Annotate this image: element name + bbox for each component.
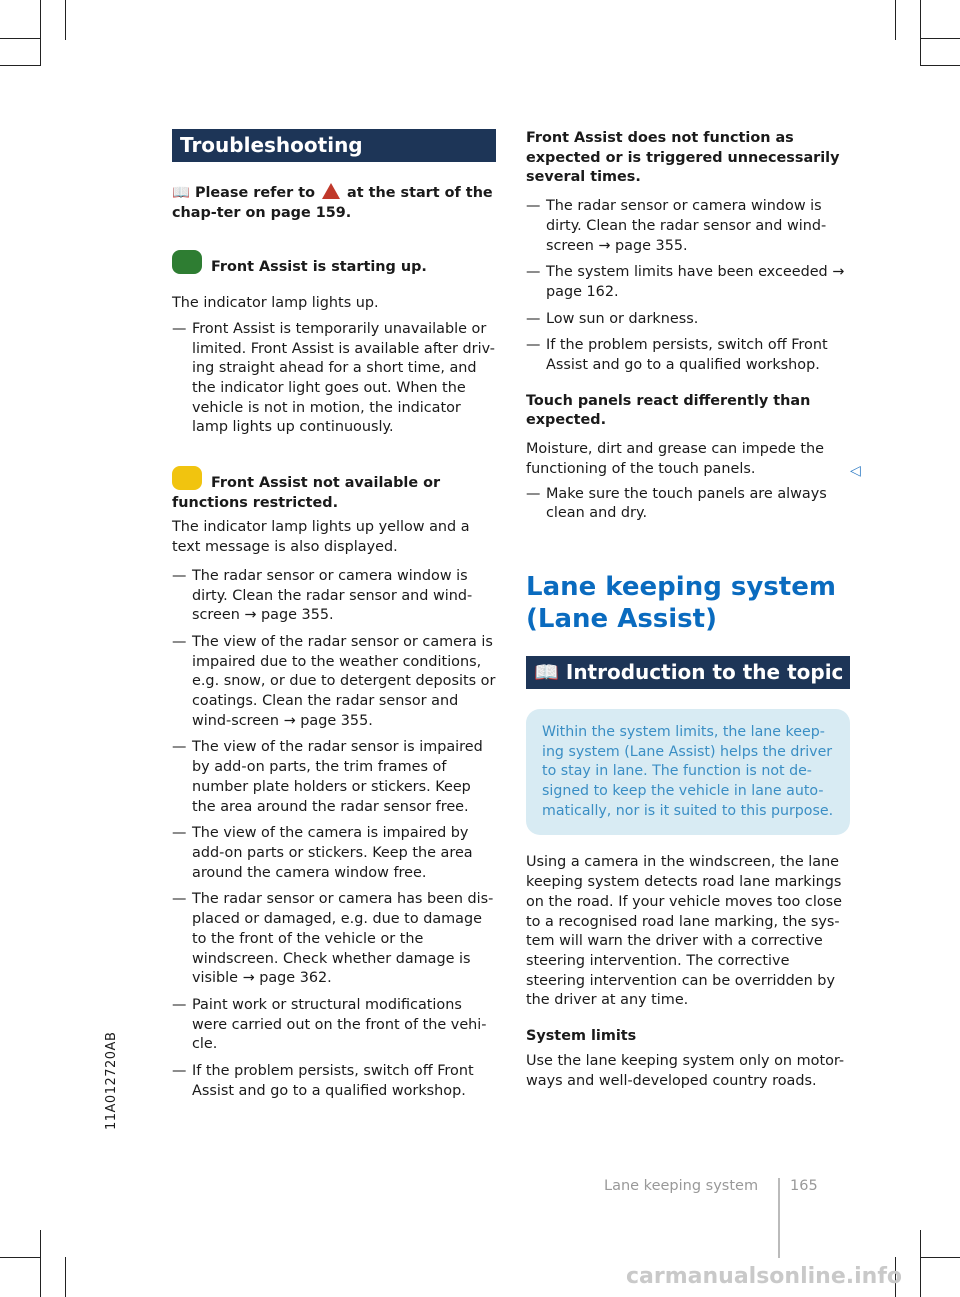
crop-mark (920, 1230, 921, 1297)
crop-mark (920, 1257, 960, 1258)
touch-text: Moisture, dirt and grease can impede the functioning of the touch panels. (526, 441, 824, 477)
touch-heading: Touch panels react differently than expected. (526, 392, 811, 429)
crop-mark (0, 1257, 40, 1258)
starting-heading: Front Assist is starting up. (172, 250, 496, 278)
section-title-troubleshooting: Troubleshooting (172, 129, 496, 162)
continue-triangle-icon: ◁ (850, 463, 861, 479)
list-item: — The view of the radar sensor or camera is impaired due to the weather conditions, e.g. snow, or due to detergent deposits or coatings. Clean the radar sensor and wind-screen → page 355. (172, 633, 496, 732)
starting-text: The indicator lamp lights up. (172, 295, 379, 312)
list-item: — If the problem persists, switch off Front Assist and go to a qualified workshop. (172, 1062, 496, 1101)
list-item: — The radar sensor or camera has been dis-placed or damaged, e.g. due to damage to the front of the vehicle or the windscreen. Check whether damage is visible → page 362. (172, 890, 496, 989)
crop-mark (920, 0, 921, 66)
footer-section: Lane keeping system (604, 1178, 759, 1194)
page-number: 165 (790, 1178, 818, 1194)
book-icon: 📖 (534, 659, 559, 684)
crop-mark (65, 1257, 66, 1297)
crop-mark (920, 38, 960, 39)
chapter-title: Lane keeping system (Lane Assist) (526, 571, 836, 634)
warning-triangle-icon (322, 183, 340, 199)
list-item: — Front Assist is temporarily unavailable or limited. Front Assist is available after driv-ing straight ahead for a short time, and the indicator light goes out. When the vehicle is not in motion, the indicator lamp lights up continuously. (172, 320, 496, 438)
front-assist-warning-lamp-icon (172, 466, 202, 490)
watermark: carmanualsonline.info (626, 1264, 902, 1289)
intro-note: 📖 Please refer to at the start of the chap-ter on page 159. (172, 185, 493, 221)
crop-mark (920, 65, 960, 66)
crop-mark (895, 0, 896, 40)
body-text: Using a camera in the windscreen, the lane keeping system detects road lane markings on the road. If your vehicle moves too close to a recognised road lane marking, the sys-tem will warn the driver with a corrective steering intervention. The corrective steering intervention can be overridden by the driver at any time. (526, 854, 842, 1009)
front-assist-lamp-icon (172, 250, 202, 274)
list-item: — The radar sensor or camera window is dirty. Clean the radar sensor and wind-screen → page 355. (172, 567, 496, 626)
list-item: — The view of the camera is impaired by add-on parts or stickers. Keep the area around the camera window free. (172, 824, 496, 883)
fa-heading: Front Assist does not function as expected or is triggered unnecessarily several times. (526, 130, 840, 186)
crop-mark (40, 0, 41, 66)
list-item: — If the problem persists, switch off Front Assist and go to a qualified workshop. (526, 336, 850, 375)
right-column (526, 129, 850, 1091)
intro-infobox: Within the system limits, the lane keep-ing system (Lane Assist) helps the driver to stay in lane. The function is not de-signed to keep the vehicle in lane auto-matically, nor is it suited to this purpose. (526, 709, 850, 836)
list-item: — Make sure the touch panels are always clean and dry. (526, 485, 850, 524)
intro-topic-bar: 📖 Introduction to the topic (526, 656, 850, 689)
crop-mark (0, 65, 40, 66)
list-item: — Paint work or structural modifications were carried out on the front of the vehi-cle. (172, 996, 496, 1055)
document-code: 11A012720AB (104, 1031, 119, 1130)
list-item: — Low sun or darkness. (526, 310, 850, 330)
system-limits-heading: System limits (526, 1028, 637, 1045)
list-item: — The view of the radar sensor is impaired by add-on parts, the trim frames of number plate holders or stickers. Keep the area around the radar sensor free. (172, 738, 496, 817)
system-limits-text: Use the lane keeping system only on motor-ways and well-developed country roads. (526, 1052, 845, 1089)
list-item: — The system limits have been exceeded → page 162. (526, 263, 850, 302)
not-available-text: The indicator lamp lights up yellow and a text message is also displayed. (172, 519, 470, 556)
left-column (172, 129, 496, 1101)
crop-mark (40, 1230, 41, 1297)
footer-divider (778, 1178, 780, 1258)
book-icon: 📖 (172, 185, 190, 201)
not-available-heading: Front Assist not available or functions restricted. (172, 466, 496, 513)
list-item: — The radar sensor or camera window is dirty. Clean the radar sensor and wind-screen → page 355. (526, 197, 850, 256)
crop-mark (65, 0, 66, 40)
crop-mark (0, 38, 40, 39)
